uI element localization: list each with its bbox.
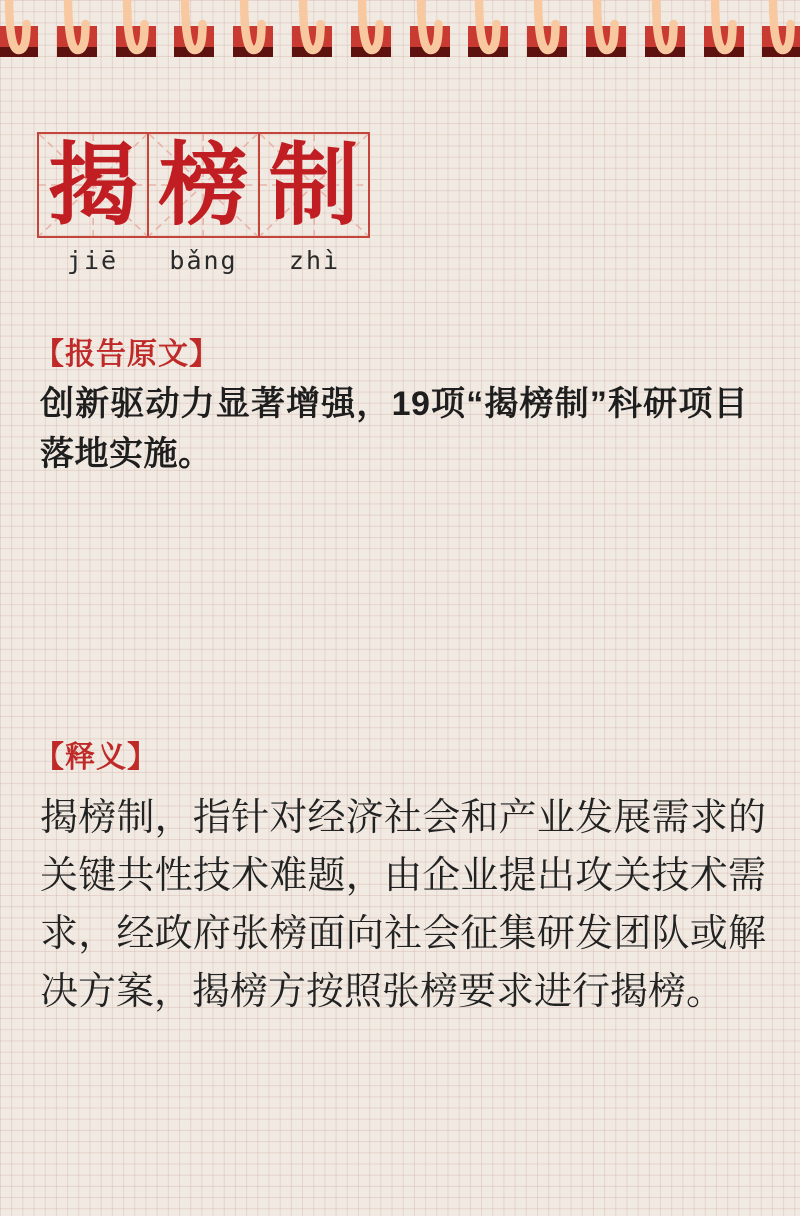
ring-icon: [292, 0, 332, 60]
binder-ring: [351, 0, 391, 60]
pinyin-label: zhì: [288, 246, 341, 275]
ring-icon: [704, 0, 744, 60]
notebook-binding: [0, 0, 800, 64]
ring-icon: [762, 0, 800, 60]
binder-ring: [292, 0, 332, 60]
binder-ring: [704, 0, 744, 60]
pinyin-label: jiē: [66, 246, 119, 275]
ring-icon: [174, 0, 214, 60]
binder-ring: [645, 0, 685, 60]
binder-ring: [174, 0, 214, 60]
binder-ring: [0, 0, 38, 60]
section-body-meaning: 揭榜制，指针对经济社会和产业发展需求的关键共性技术难题，由企业提出攻关技术需求，经政府张榜面向社会征集研发团队或解决方案，揭榜方按照张榜要求进行揭榜。: [40, 795, 766, 1013]
ring-icon: [645, 0, 685, 60]
binder-ring: [527, 0, 567, 60]
pinyin-row: [37, 246, 370, 275]
ring-icon: [233, 0, 273, 60]
binder-ring: [468, 0, 508, 60]
binder-ring: [586, 0, 626, 60]
ring-icon: [351, 0, 391, 60]
binder-ring: [233, 0, 273, 60]
ring-icon: [468, 0, 508, 60]
char-cell: [258, 134, 368, 236]
ring-icon: [0, 0, 38, 60]
ring-icon: [57, 0, 97, 60]
title-block: [37, 132, 370, 238]
char-cell: [39, 134, 147, 236]
binder-ring: [116, 0, 156, 60]
binder-ring: [410, 0, 450, 60]
binder-ring: [762, 0, 800, 60]
title-character: 榜: [158, 132, 249, 238]
ring-icon: [410, 0, 450, 60]
section-heading-report: 【报告原文】: [34, 338, 220, 371]
title-character: 制: [268, 132, 359, 238]
ring-icon: [527, 0, 567, 60]
pinyin-label: bǎng: [169, 246, 238, 275]
section-heading-meaning: 【释义】: [34, 741, 158, 774]
title-character: 揭: [48, 132, 139, 238]
section-body-report: 创新驱动力显著增强，19项“揭榜制”科研项目落地实施。: [40, 385, 748, 473]
binder-ring: [57, 0, 97, 60]
ring-icon: [586, 0, 626, 60]
ring-icon: [116, 0, 156, 60]
char-cell: [147, 134, 257, 236]
